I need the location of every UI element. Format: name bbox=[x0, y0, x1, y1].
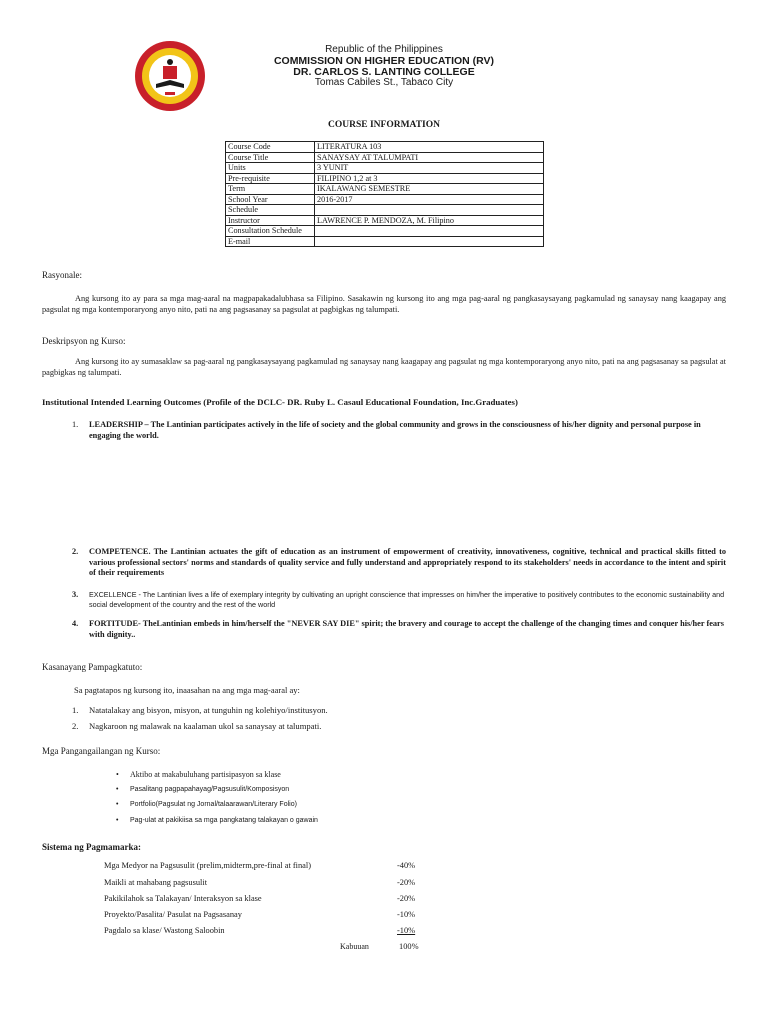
list-item bbox=[72, 590, 726, 609]
row-label: E-mail bbox=[226, 236, 315, 247]
kasanayan-heading: Kasanayang Pampagkatuto: bbox=[42, 662, 143, 672]
table-row bbox=[226, 215, 544, 226]
list-item bbox=[72, 547, 726, 579]
list-item bbox=[116, 801, 516, 808]
row-value: LITERATURA 103 bbox=[315, 142, 544, 153]
row-value: 3 YUNIT bbox=[315, 163, 544, 174]
row-value: FILIPINO 1,2 at 3 bbox=[315, 173, 544, 184]
table-row bbox=[226, 152, 544, 163]
header-republic: Republic of the Philippines bbox=[325, 44, 443, 55]
row-value: LAWRENCE P. MENDOZA, M. Filipino bbox=[315, 215, 544, 226]
header-college-name: DR. CARLOS S. LANTING COLLEGE bbox=[293, 66, 475, 78]
list-item bbox=[72, 420, 726, 441]
row-value bbox=[315, 226, 544, 237]
rasyonale-text: Ang kursong ito ay para sa mga mag-aaral na magpapakadalubhasa sa Filipino. Sasakawin ng kursong ito ang mga pag-aaral ng pangkasaysayang pagkamulad ng sanaysay nang kaagapay ang pagsulat ng mga kontemporaryong anyo nito, pati na ang pagsasanay sa pagsulat at pagbigkas ng talumpati. bbox=[42, 294, 726, 314]
college-seal-logo bbox=[134, 40, 206, 112]
table-row bbox=[226, 163, 544, 174]
item-number: 4. bbox=[72, 619, 79, 628]
table-row bbox=[226, 194, 544, 205]
item-number: 1. bbox=[72, 420, 79, 429]
row-label: Schedule bbox=[226, 205, 315, 216]
table-row bbox=[226, 205, 544, 216]
grade-label: Proyekto/Pasalita/ Pasulat na Pagsasanay bbox=[104, 910, 242, 919]
row-value: 2016-2017 bbox=[315, 194, 544, 205]
grade-value: -10% bbox=[397, 910, 416, 919]
grade-label: Mga Medyor na Pagsusulit (prelim,midterm,pre-final at final) bbox=[104, 861, 311, 870]
grade-value: -10% bbox=[397, 926, 416, 935]
course-info-table bbox=[225, 141, 544, 247]
total-label: Kabuuan bbox=[340, 942, 369, 951]
row-value bbox=[315, 205, 544, 216]
grade-label: Maikli at mahabang pagsusulit bbox=[104, 878, 208, 887]
item-number: 2. bbox=[72, 721, 79, 731]
list-item bbox=[116, 817, 516, 824]
list-item bbox=[72, 705, 726, 716]
item-text: Portfolio(Pagsulat ng Jornal/talaarawan/Literary Folio) bbox=[130, 801, 297, 808]
row-value bbox=[315, 236, 544, 247]
item-text: EXCELLENCE - The Lantinian lives a life of exemplary integrity by cultivating an upright conscience that impresses on him/her the imperative to positively contributes to the economic sustainability and social development of the country and the rest of the world bbox=[89, 590, 725, 609]
grade-value: -20% bbox=[397, 894, 416, 903]
row-label: Instructor bbox=[226, 215, 315, 226]
header-commission: COMMISSION ON HIGHER EDUCATION (RV) bbox=[273, 55, 495, 67]
row-label: Units bbox=[226, 163, 315, 174]
item-text: FORTITUDE- TheLantinian embeds in him/herself the "NEVER SAY DIE" spirit; the bravery and courage to accept the challenge of the changing times and conquer his/her fears with dignity.. bbox=[89, 619, 724, 639]
item-text: Pasalitang pagpapahayag/Pagsusulit/Komposisyon bbox=[130, 786, 290, 793]
row-label: Consultation Schedule bbox=[226, 226, 315, 237]
item-text: Aktibo at makabuluhang partisipasyon sa klase bbox=[130, 770, 281, 779]
list-item bbox=[116, 786, 516, 793]
header-address: Tomas Cabiles St., Tabaco City bbox=[314, 77, 454, 88]
list-item bbox=[116, 770, 516, 779]
item-text: COMPETENCE. The Lantinian actuates the gift of education as an instrument of empowerment of creativity, innovativeness, cognitive, technical and practical skills fitted to various professional sectors' norms and standards of quality service and fully understand and appropriately respond to its stakeholders' needs in accordance to the intent and spirit of their requirements bbox=[89, 547, 726, 577]
total-value: 100% bbox=[399, 942, 419, 951]
course-info-title: COURSE INFORMATION bbox=[328, 120, 440, 130]
bullet-icon: • bbox=[116, 786, 119, 793]
list-item bbox=[72, 619, 726, 640]
sistema-heading: Sistema ng Pagmamarka: bbox=[42, 842, 141, 852]
deskripsyon-heading: Deskripsyon ng Kurso: bbox=[42, 336, 126, 346]
item-text: Nagkaroon ng malawak na kaalaman ukol sa sanaysay at talumpati. bbox=[89, 721, 322, 731]
table-row bbox=[226, 173, 544, 184]
item-text: Natatalakay ang bisyon, misyon, at tunguhin ng kolehiyo/institusyon. bbox=[89, 705, 328, 715]
grade-value: -20% bbox=[397, 878, 416, 887]
item-number: 2. bbox=[72, 547, 79, 556]
table-row bbox=[226, 236, 544, 247]
ilo-heading: Institutional Intended Learning Outcomes (Profile of the DCLC- DR. Ruby L. Casaul Educational Foundation, Inc.Graduates) bbox=[42, 397, 518, 407]
deskripsyon-text: Ang kursong ito ay sumasaklaw sa pag-aaral ng pangkasaysayang pagkamulad ng sanaysay nang kaagapay ang pagsulat ng mga kontemporaryong anyo nito, pati na ang pagsasanay sa pagsulat at pagbigkas ng talumpati. bbox=[42, 357, 726, 377]
row-value: IKALAWANG SEMESTRE bbox=[315, 184, 544, 195]
row-value: SANAYSAY AT TALUMPATI bbox=[315, 152, 544, 163]
row-label: Pre-requisite bbox=[226, 173, 315, 184]
item-text: Pag-ulat at pakikiisa sa mga pangkatang talakayan o gawain bbox=[130, 817, 318, 824]
item-number: 3. bbox=[72, 590, 79, 599]
table-row bbox=[226, 226, 544, 237]
item-number: 1. bbox=[72, 705, 79, 715]
bullet-icon: • bbox=[116, 770, 119, 779]
grade-label: Pagdalo sa klase/ Wastong Saloobin bbox=[104, 926, 225, 935]
pangangailangan-heading: Mga Pangangailangan ng Kurso: bbox=[42, 746, 161, 756]
bullet-icon: • bbox=[116, 817, 119, 824]
grade-label: Pakikilahok sa Talakayan/ Interaksyon sa klase bbox=[104, 894, 262, 903]
item-text: LEADERSHIP – The Lantinian participates actively in the life of society and the global community and grows in the consciousness of his/her dignity and personal purpose in engaging the world. bbox=[89, 420, 701, 440]
kasanayan-intro: Sa pagtatapos ng kursong ito, inaasahan na ang mga mag-aaral ay: bbox=[74, 685, 300, 695]
row-label: School Year bbox=[226, 194, 315, 205]
list-item bbox=[72, 721, 726, 732]
table-row bbox=[226, 142, 544, 153]
row-label: Term bbox=[226, 184, 315, 195]
rasyonale-heading: Rasyonale: bbox=[42, 270, 82, 280]
row-label: Course Title bbox=[226, 152, 315, 163]
bullet-icon: • bbox=[116, 801, 119, 808]
row-label: Course Code bbox=[226, 142, 315, 153]
table-row bbox=[226, 184, 544, 195]
grade-value: -40% bbox=[397, 861, 416, 870]
